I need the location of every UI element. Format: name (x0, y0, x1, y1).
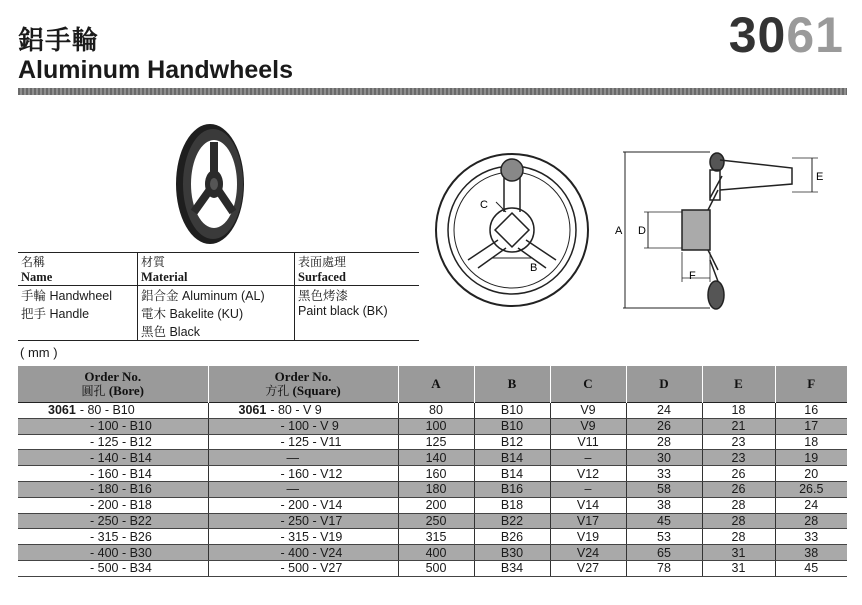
table-row (18, 450, 847, 466)
dim-label-d: D (638, 225, 646, 237)
table-cell: 45 (626, 513, 702, 529)
table-row (18, 497, 847, 513)
header-a: A (398, 366, 474, 403)
mat-cell (295, 322, 420, 341)
mat-header-en-surface: Surfaced (295, 270, 420, 286)
table-cell: 31 (702, 545, 775, 561)
table-cell: 250 (398, 513, 474, 529)
table-cell (208, 529, 398, 545)
table-cell (18, 434, 208, 450)
table-cell (208, 450, 398, 466)
table-cell: 100 (398, 418, 474, 434)
order-suffix: — (286, 450, 299, 465)
table-cell (208, 560, 398, 576)
order-suffix: - 200 - B18 (90, 498, 152, 513)
table-cell: 26 (702, 466, 775, 482)
header-c: C (550, 366, 626, 403)
dim-label-a: A (615, 225, 623, 237)
table-cell: 26.5 (775, 481, 847, 497)
table-cell (18, 560, 208, 576)
table-cell (18, 450, 208, 466)
table-cell: 53 (626, 529, 702, 545)
table-row (18, 466, 847, 482)
order-suffix: - 315 - B26 (90, 529, 152, 544)
mat-cell: 黑色烤漆 (298, 289, 349, 303)
order-suffix: - 125 - B12 (90, 434, 152, 449)
dim-label-e: E (816, 171, 824, 183)
table-cell: B10 (474, 403, 550, 419)
table-cell: – (550, 450, 626, 466)
table-cell: V11 (550, 434, 626, 450)
table-row (18, 481, 847, 497)
table-cell: 26 (702, 481, 775, 497)
table-cell (208, 466, 398, 482)
table-cell: 58 (626, 481, 702, 497)
table-cell: B30 (474, 545, 550, 561)
table-cell: 26 (626, 418, 702, 434)
table-cell: 78 (626, 560, 702, 576)
dim-label-f: F (689, 270, 696, 282)
table-cell: V19 (550, 529, 626, 545)
table-cell: 45 (775, 560, 847, 576)
table-cell: 28 (626, 434, 702, 450)
table-cell (208, 545, 398, 561)
table-cell (18, 418, 208, 434)
table-cell (208, 513, 398, 529)
mat-header-zh-name: 名稱 (18, 253, 138, 271)
order-suffix: — (286, 482, 299, 497)
product-code-part2: 61 (786, 7, 844, 63)
mat-cell (18, 322, 138, 341)
title-english: Aluminum Handwheels (18, 56, 294, 84)
mat-cell: 黑色 Black (138, 322, 295, 341)
table-cell: – (550, 481, 626, 497)
table-cell: V9 (550, 403, 626, 419)
table-cell (208, 403, 398, 419)
header-order-square: Order No. 方孔 (Square) (208, 366, 398, 403)
table-cell: 19 (775, 450, 847, 466)
order-suffix: - 400 - V24 (280, 545, 343, 560)
material-table (18, 252, 419, 341)
mat-header-en-name: Name (18, 270, 138, 286)
dim-label-b: B (530, 262, 538, 274)
order-suffix: - 100 - V 9 (280, 419, 339, 434)
order-suffix: - 140 - B14 (90, 450, 152, 465)
table-cell (18, 497, 208, 513)
table-row (18, 513, 847, 529)
table-cell: B18 (474, 497, 550, 513)
header-d: D (626, 366, 702, 403)
table-cell: V27 (550, 560, 626, 576)
table-cell: 33 (775, 529, 847, 545)
table-cell: 180 (398, 481, 474, 497)
table-cell: B26 (474, 529, 550, 545)
table-cell: V14 (550, 497, 626, 513)
order-suffix: - 160 - B14 (90, 466, 152, 481)
handwheel-photo (170, 120, 250, 248)
technical-drawing (420, 140, 830, 320)
table-cell (208, 481, 398, 497)
table-row (18, 434, 847, 450)
table-cell: 125 (398, 434, 474, 450)
table-cell (18, 545, 208, 561)
order-suffix: - 180 - B16 (90, 482, 152, 497)
mat-cell: 鋁合金 Aluminum (AL) (138, 286, 295, 305)
table-cell: 28 (775, 513, 847, 529)
table-cell: 160 (398, 466, 474, 482)
table-cell (18, 466, 208, 482)
table-cell: 24 (626, 403, 702, 419)
order-suffix: - 250 - V17 (280, 513, 343, 528)
table-cell: 18 (775, 434, 847, 450)
order-suffix: - 400 - B30 (90, 545, 152, 560)
table-cell (208, 418, 398, 434)
order-suffix: - 125 - V11 (280, 434, 342, 449)
table-cell: 31 (702, 560, 775, 576)
table-row (18, 529, 847, 545)
mat-header-zh-surface: 表面處理 (295, 253, 420, 271)
order-suffix: - 200 - V14 (280, 498, 343, 513)
table-cell: 38 (626, 497, 702, 513)
header-b: B (474, 366, 550, 403)
table-row (18, 560, 847, 576)
mat-header-zh-material: 材質 (138, 253, 295, 271)
product-code (729, 6, 844, 64)
table-cell: 28 (702, 497, 775, 513)
order-suffix: - 250 - B22 (90, 513, 152, 528)
table-row (18, 545, 847, 561)
table-cell: B14 (474, 450, 550, 466)
table-cell: 80 (398, 403, 474, 419)
table-cell (18, 403, 208, 419)
order-suffix: - 315 - V19 (280, 529, 343, 544)
table-cell: 23 (702, 434, 775, 450)
table-cell: 23 (702, 450, 775, 466)
table-cell: 21 (702, 418, 775, 434)
dim-label-c: C (480, 199, 488, 211)
table-cell (18, 513, 208, 529)
table-cell: 17 (775, 418, 847, 434)
header-rule (18, 88, 847, 95)
table-cell: 18 (702, 403, 775, 419)
mat-header-en-material: Material (138, 270, 295, 286)
header-f: F (775, 366, 847, 403)
table-cell: B34 (474, 560, 550, 576)
header-order-bore: Order No. 圓孔 (Bore) (18, 366, 208, 403)
table-cell (18, 481, 208, 497)
order-suffix: - 500 - B34 (90, 561, 152, 576)
table-cell: 400 (398, 545, 474, 561)
table-cell: V9 (550, 418, 626, 434)
order-prefix: 3061 (238, 403, 267, 418)
table-cell: V12 (550, 466, 626, 482)
table-cell: B22 (474, 513, 550, 529)
table-cell: 16 (775, 403, 847, 419)
table-cell: 315 (398, 529, 474, 545)
table-cell: B10 (474, 418, 550, 434)
table-cell: B16 (474, 481, 550, 497)
table-cell: 30 (626, 450, 702, 466)
product-code-part1: 30 (728, 7, 787, 63)
table-cell: 33 (626, 466, 702, 482)
table-cell: B12 (474, 434, 550, 450)
table-cell (208, 434, 398, 450)
table-cell: B14 (474, 466, 550, 482)
table-cell (208, 497, 398, 513)
table-cell: 65 (626, 545, 702, 561)
side-view (623, 152, 818, 309)
table-cell: 28 (702, 529, 775, 545)
header-e: E (702, 366, 775, 403)
mat-cell: 電木 Bakelite (KU) (138, 304, 295, 322)
order-suffix: - 80 - V 9 (270, 403, 322, 418)
front-view (436, 154, 588, 306)
spec-table (18, 366, 847, 577)
table-cell: 140 (398, 450, 474, 466)
table-row (18, 403, 847, 419)
table-row (18, 418, 847, 434)
table-cell: 200 (398, 497, 474, 513)
table-cell: 38 (775, 545, 847, 561)
unit-label: ( mm ) (20, 345, 58, 360)
title-chinese: 鋁手輪 (18, 26, 100, 56)
order-suffix: - 80 - B10 (79, 403, 135, 418)
table-cell: 24 (775, 497, 847, 513)
spec-table-body (18, 403, 847, 577)
table-cell: V24 (550, 545, 626, 561)
table-cell: 20 (775, 466, 847, 482)
order-suffix: - 160 - V12 (280, 466, 343, 481)
table-cell: 28 (702, 513, 775, 529)
mat-cell: 把手 Handle (18, 304, 138, 322)
table-cell: 500 (398, 560, 474, 576)
order-prefix: 3061 (48, 403, 76, 418)
mat-cell: Paint black (BK) (298, 304, 388, 318)
order-suffix: - 100 - B10 (90, 419, 152, 434)
mat-cell: 手輪 Handwheel (18, 286, 138, 305)
table-cell (18, 529, 208, 545)
table-cell: V17 (550, 513, 626, 529)
order-suffix: - 500 - V27 (280, 561, 343, 576)
